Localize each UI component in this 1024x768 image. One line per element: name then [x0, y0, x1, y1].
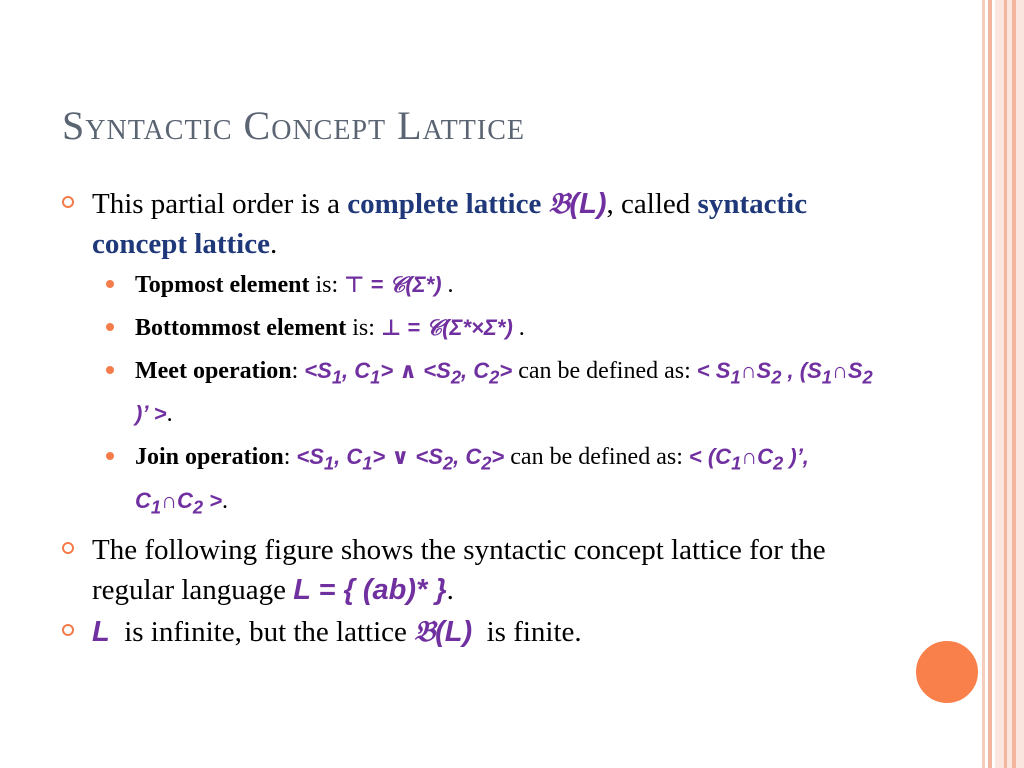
text: . — [222, 487, 229, 514]
subscript: 1 — [370, 366, 381, 388]
text: : — [283, 444, 297, 471]
text: This partial order is a — [92, 188, 348, 220]
label: Bottommost element — [135, 315, 347, 341]
text: can be defined as: — [512, 358, 697, 384]
subscript: 1 — [731, 452, 742, 474]
math-part: ∩S — [740, 358, 772, 383]
math-part: ∩C — [741, 444, 774, 470]
math-lattice-symbol: 𝔅(L) — [548, 188, 607, 220]
text: is: — [346, 315, 381, 341]
dot-bullet-icon — [106, 366, 114, 374]
math-part: ∩C — [161, 487, 193, 513]
math-part: > ∨ <S — [372, 444, 443, 470]
math-language: L = { (ab)* } — [293, 574, 447, 607]
sub-bullet-meet — [62, 352, 882, 433]
sub-bullet-join — [62, 438, 882, 525]
math-bottom: ⊥ = 𝒞(Σ*×Σ*) — [380, 315, 513, 340]
text: , called — [606, 188, 698, 220]
subscript: 2 — [442, 452, 454, 474]
decor-circle — [913, 638, 981, 706]
math-part: > ∧ <S — [380, 358, 451, 383]
text: is infinite, but the lattice — [109, 616, 415, 649]
math-part: <S — [296, 444, 324, 470]
slide-body — [62, 184, 882, 654]
text: is finite. — [472, 616, 582, 649]
ring-bullet-icon — [62, 542, 74, 554]
math-lattice-symbol: 𝔅(L) — [414, 616, 473, 649]
dot-bullet-icon — [106, 452, 114, 460]
subscript: 2 — [771, 366, 782, 388]
subscript: 1 — [362, 452, 373, 474]
ring-bullet-icon — [62, 196, 74, 208]
subscript: 1 — [150, 496, 162, 518]
math-part: , C — [342, 358, 371, 383]
math-part: ∩S — [831, 358, 863, 383]
slide-title: Syntactic Concept Lattice — [62, 103, 525, 148]
math-part: , C — [453, 444, 482, 470]
math-top: ⊤ = 𝒞(Σ*) — [344, 272, 442, 297]
math-part: , C — [334, 444, 363, 470]
subscript: 2 — [450, 366, 462, 388]
subscript: 2 — [773, 452, 784, 474]
decor-stripe — [988, 0, 992, 768]
text: . — [446, 574, 454, 607]
text: : — [291, 358, 305, 384]
subscript: 1 — [331, 366, 343, 388]
math-part: < S — [696, 358, 731, 383]
text: The following figure shows the syntactic concept lattice for the regular language — [92, 534, 826, 607]
sub-bullet-topmost — [62, 266, 882, 304]
math-meet-expression — [304, 358, 513, 388]
ring-bullet-icon — [62, 624, 74, 636]
decor-stripe — [982, 0, 985, 768]
term-syntactic-concept-lattice: syntactic concept lattice — [92, 188, 808, 260]
dot-bullet-icon — [106, 323, 114, 331]
math-part: , C — [461, 358, 490, 383]
subscript: 2 — [192, 496, 204, 518]
subscript: 1 — [730, 366, 741, 388]
decor-stripe — [1012, 0, 1016, 768]
dot-bullet-icon — [106, 280, 114, 288]
math-part: > — [203, 487, 223, 513]
text: can be defined as: — [504, 444, 689, 471]
text: is: — [309, 272, 345, 298]
text: . — [269, 228, 278, 260]
label: Join operation — [135, 444, 284, 471]
subscript: 2 — [489, 366, 500, 388]
text — [541, 188, 548, 220]
math-part: <S — [304, 358, 332, 383]
decor-band — [995, 0, 1024, 768]
math-part: > — [491, 444, 505, 470]
math-part: < (C — [688, 444, 732, 470]
math-join-expression — [296, 444, 505, 474]
math-part: )’, C — [135, 444, 809, 513]
decor-stripe — [1004, 0, 1007, 768]
math-part: , (S — [781, 358, 822, 383]
math-part: > — [499, 358, 513, 383]
math-part: )’ > — [135, 401, 167, 427]
text: . — [441, 272, 454, 298]
term-complete-lattice: complete lattice — [347, 188, 542, 220]
bullet-finite-lattice — [62, 612, 882, 652]
text: . — [512, 315, 525, 341]
math-language-symbol: L — [92, 616, 110, 649]
subscript: 2 — [862, 366, 873, 388]
label: Topmost element — [135, 272, 310, 298]
bullet-complete-lattice — [62, 184, 882, 264]
subscript: 1 — [821, 366, 832, 388]
sub-bullet-bottommost — [62, 309, 882, 347]
subscript: 2 — [481, 452, 492, 474]
bullet-figure-description — [62, 530, 882, 610]
text: . — [166, 401, 173, 428]
subscript: 1 — [323, 452, 335, 474]
label: Meet operation — [135, 358, 292, 384]
